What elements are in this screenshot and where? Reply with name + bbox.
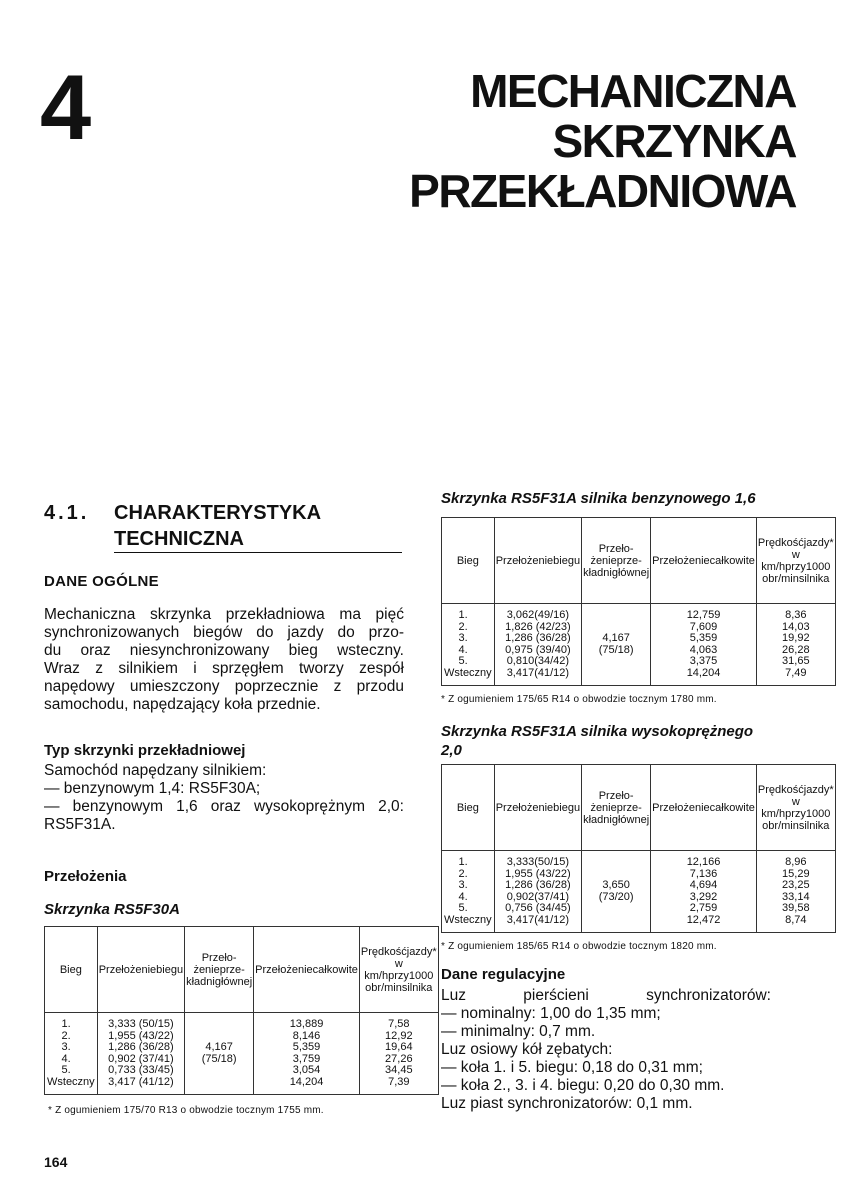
total-ratio-cell: 13,889 8,146 5,359 3,759 3,054 14,204 xyxy=(254,1013,360,1095)
gearbox-type-line: — benzynowym 1,6 oraz wysokoprężnym 2,0: xyxy=(44,798,404,815)
paragraph-line: Mechaniczna skrzynka przekładniowa ma pięć xyxy=(44,606,404,623)
speed-cell: 8,36 14,03 19,92 26,28 31,65 7,49 xyxy=(756,604,835,686)
paragraph-line: Wraz z silnikiem i sprzęgłem tworzy zespół xyxy=(44,660,404,677)
total-ratio-cell: 12,759 7,609 5,359 4,063 3,375 14,204 xyxy=(651,604,757,686)
gear-ratio-cell: 3,333(50/15) 1,955 (43/22) 1,286 (36/28) 0,902(37/41) 0,756 (34/45) 3,417(41/12) xyxy=(494,851,581,933)
ratios-heading: Przełożenia xyxy=(44,868,127,885)
gearbox-type-text xyxy=(44,762,404,834)
header-speed: Prędkośćjazdy* w km/hprzy1000 obr/minsilnika xyxy=(756,518,835,604)
ratio-table-rs5f31a-petrol xyxy=(441,517,836,686)
adjustment-heading: Dane regulacyjne xyxy=(441,966,566,983)
gearbox-type-line: RS5F31A. xyxy=(44,816,116,833)
gearbox-type-line: — benzynowym 1,4: RS5F30A; xyxy=(44,780,261,797)
final-drive-cell: 3,650 (73/20) xyxy=(582,851,651,933)
chapter-number: 4 xyxy=(40,57,90,159)
adjustment-text xyxy=(441,987,771,1113)
general-heading: DANE OGÓLNE xyxy=(44,573,159,590)
table-header-row xyxy=(442,518,836,604)
ratio-table-rs5f30a xyxy=(44,926,439,1095)
gearbox-type-heading: Typ skrzynki przekładniowej xyxy=(44,742,246,759)
adjustment-line: — koła 1. i 5. biegu: 0,18 do 0,31 mm; xyxy=(441,1059,703,1076)
general-paragraph xyxy=(44,606,404,714)
header-total-ratio: Przełożeniecałkowite xyxy=(651,765,757,851)
section-title-line: CHARAKTERYSTYKA xyxy=(114,502,322,524)
header-gear-ratio: Przełożeniebiegu xyxy=(494,765,581,851)
speed-cell: 8,96 15,29 23,25 33,14 39,58 8,74 xyxy=(756,851,835,933)
right-column xyxy=(441,490,834,1113)
final-drive-cell: 4,167 (75/18) xyxy=(582,604,651,686)
gear-ratio-cell: 3,062(49/16) 1,826 (42/23) 1,286 (36/28) 0,975 (39/40) 0,810(34/42) 3,417(41/12) xyxy=(494,604,581,686)
section-number: 4.1. xyxy=(44,502,90,524)
section-heading xyxy=(44,500,404,553)
table-row xyxy=(45,1013,439,1095)
footnote: * Z ogumieniem 185/65 R14 o obwodzie tocznym 1820 mm. xyxy=(441,941,717,952)
chapter-title xyxy=(409,66,796,216)
adjustment-line: — minimalny: 0,7 mm. xyxy=(441,1023,596,1040)
header-gear: Bieg xyxy=(45,927,98,1013)
header-gear: Bieg xyxy=(442,765,495,851)
total-ratio-cell: 12,166 7,136 4,694 3,292 2,759 12,472 xyxy=(651,851,757,933)
header-total-ratio: Przełożeniecałkowite xyxy=(254,927,360,1013)
paragraph-line: du oraz niesynchronizowany bieg wsteczny. xyxy=(44,642,404,659)
final-drive-cell: 4,167 (75/18) xyxy=(185,1013,254,1095)
chapter-title-line: PRZEKŁADNIOWA xyxy=(409,165,796,217)
gear-ratio-cell: 3,333 (50/15) 1,955 (43/22) 1,286 (36/28) 0,902 (37/41) 0,733 (33/45) 3,417 (41/12) xyxy=(97,1013,184,1095)
table-row xyxy=(442,604,836,686)
chapter-title-line: SKRZYNKA xyxy=(552,115,796,167)
table-title: Skrzynka RS5F31A silnika benzynowego 1,6 xyxy=(441,490,756,507)
table-row xyxy=(442,851,836,933)
table-title: Skrzynka RS5F30A xyxy=(44,901,180,918)
adjustment-line: — nominalny: 1,00 do 1,35 mm; xyxy=(441,1005,661,1022)
header-gear-ratio: Przełożeniebiegu xyxy=(97,927,184,1013)
gear-cell: 1. 2. 3. 4. 5. Wsteczny xyxy=(442,851,495,933)
table-title-line: 2,0 xyxy=(441,742,462,759)
adjustment-line: — koła 2., 3. i 4. biegu: 0,20 do 0,30 mm. xyxy=(441,1077,725,1094)
header-final-drive: Przeło-żenieprze-kładnigłównej xyxy=(582,765,651,851)
adjustment-line: Luz piast synchronizatorów: 0,1 mm. xyxy=(441,1095,693,1112)
header-final-drive: Przeło-żenieprze-kładnigłównej xyxy=(582,518,651,604)
header-gear-ratio: Przełożeniebiegu xyxy=(494,518,581,604)
header-final-drive: Przeło-żenieprze-kładnigłównej xyxy=(185,927,254,1013)
gearbox-type-line: Samochód napędzany silnikiem: xyxy=(44,762,267,779)
adjustment-line: Luz osiowy kół zębatych: xyxy=(441,1041,613,1058)
header-speed: Prędkośćjazdy* w km/hprzy1000 obr/minsilnika xyxy=(756,765,835,851)
footnote: * Z ogumieniem 175/70 R13 o obwodzie tocznym 1755 mm. xyxy=(48,1105,324,1116)
chapter-title-line: MECHANICZNA xyxy=(470,65,796,117)
table-header-row xyxy=(45,927,439,1013)
adjustment-line: Luz pierścieni synchronizatorów: xyxy=(441,987,771,1004)
table-title-line: Skrzynka RS5F31A silnika wysokoprężnego xyxy=(441,723,754,740)
footnote: * Z ogumieniem 175/65 R14 o obwodzie tocznym 1780 mm. xyxy=(441,694,717,705)
ratio-table-rs5f31a-diesel xyxy=(441,764,836,933)
left-column xyxy=(44,500,437,1116)
header-speed: Prędkośćjazdy* w km/hprzy1000 obr/minsilnika xyxy=(359,927,438,1013)
table-header-row xyxy=(442,765,836,851)
gear-cell: 1. 2. 3. 4. 5. Wsteczny xyxy=(45,1013,98,1095)
table-title xyxy=(441,722,796,760)
header-total-ratio: Przełożeniecałkowite xyxy=(651,518,757,604)
speed-cell: 7,58 12,92 19,64 27,26 34,45 7,39 xyxy=(359,1013,438,1095)
gear-cell: 1. 2. 3. 4. 5. Wsteczny xyxy=(442,604,495,686)
paragraph-line: synchronizowanych biegów do jazdy do przo- xyxy=(44,624,404,641)
section-title-line: TECHNICZNA xyxy=(114,528,244,550)
page-number: 164 xyxy=(44,1154,68,1170)
header-gear: Bieg xyxy=(442,518,495,604)
paragraph-line: samochodu, napędzający koła przednie. xyxy=(44,696,321,713)
paragraph-line: napędowy umieszczony poprzecznie z przodu xyxy=(44,678,404,695)
section-title xyxy=(114,500,402,553)
